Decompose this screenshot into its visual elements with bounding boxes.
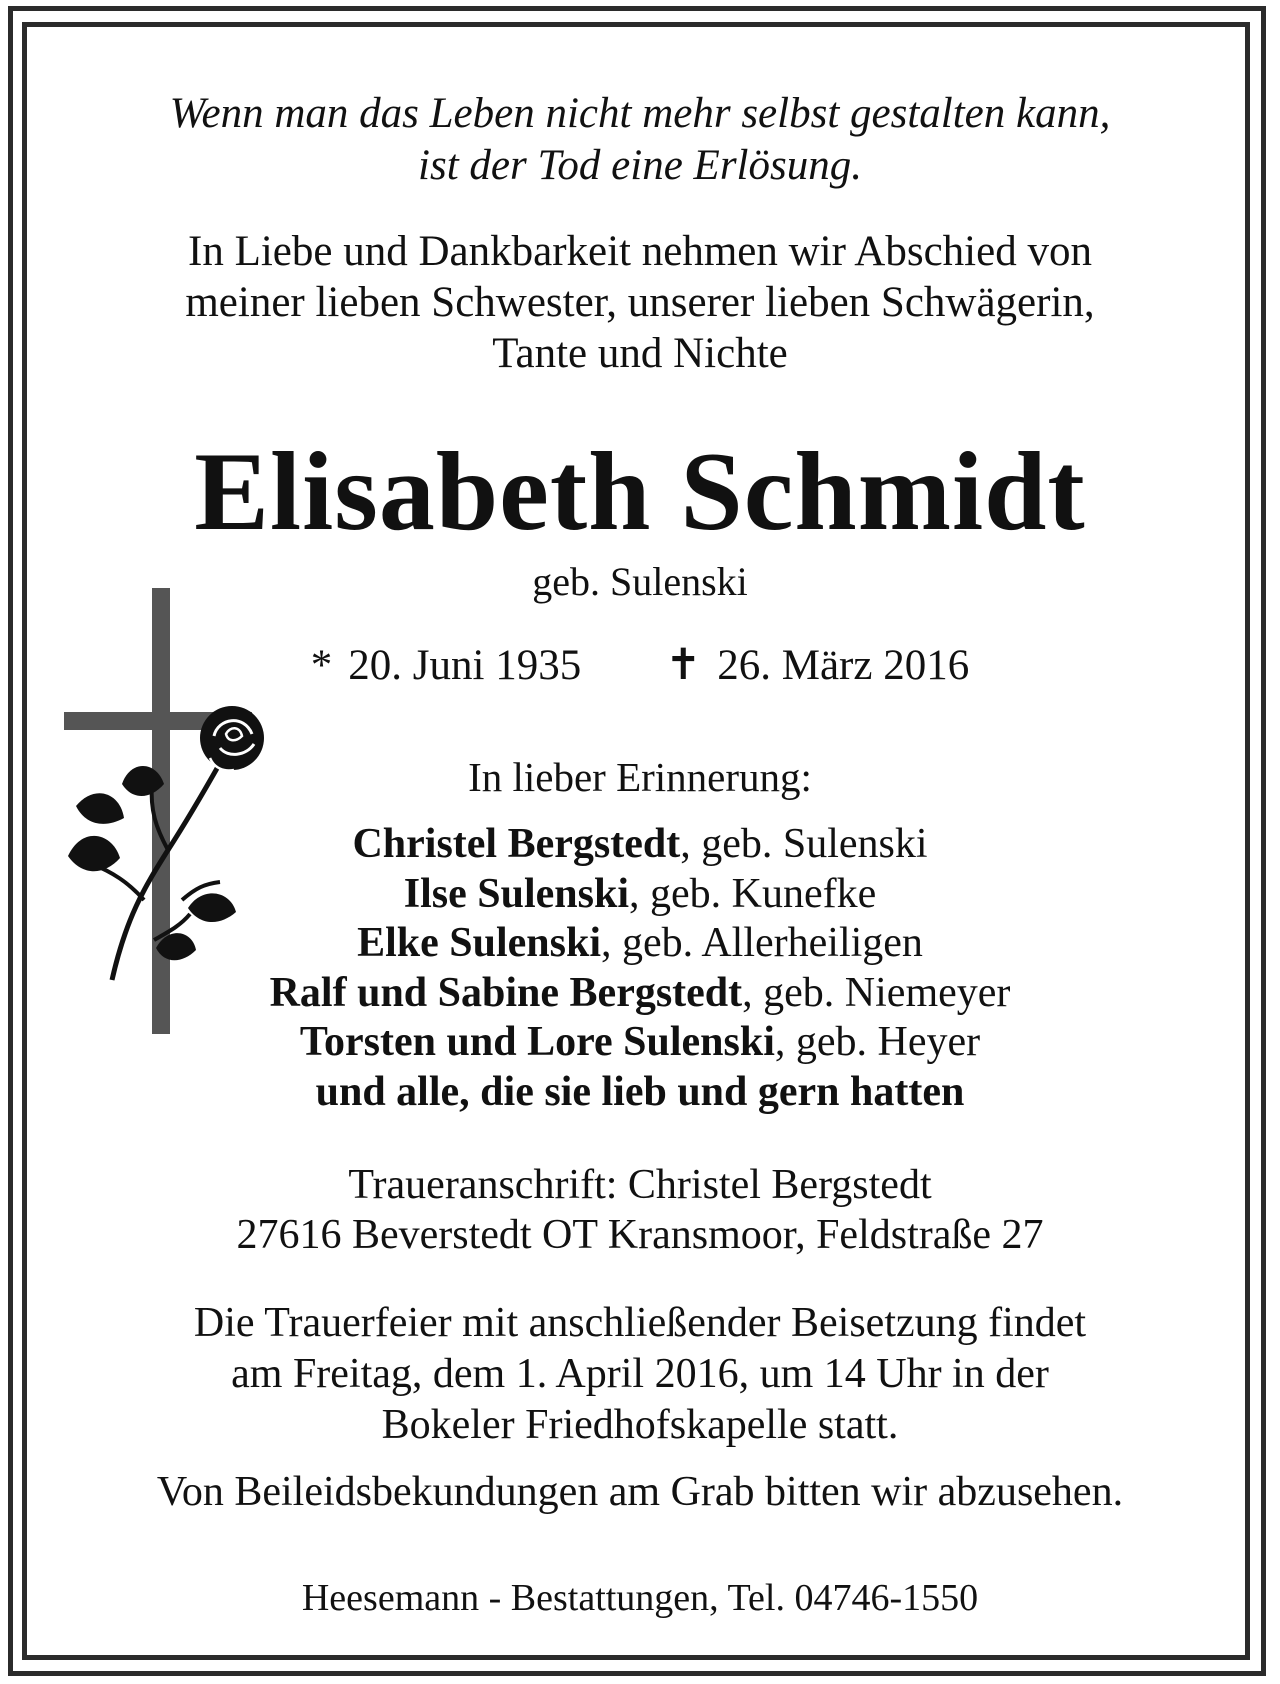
motto-line: Wenn man das Leben nicht mehr selbst gestalten kann, <box>169 90 1111 137</box>
memory-heading: In lieber Erinnerung: <box>468 754 812 800</box>
ceremony-line: Bokeler Friedhofskapelle statt. <box>381 1402 899 1448</box>
address-line: Traueranschrift: Christel Bergstedt <box>348 1162 932 1208</box>
intro-line: In Liebe und Dankbarkeit nehmen wir Abschied von <box>188 228 1092 275</box>
undertaker-contact: Heesemann - Bestattungen, Tel. 04746-1550 <box>301 1577 979 1619</box>
intro-line: Tante und Nichte <box>492 330 788 377</box>
birth-date: 20. Juni 1935 <box>348 642 582 689</box>
condolence-notice: Von Beileidsbekundungen am Grab bitten wir abzusehen. <box>156 1469 1124 1515</box>
intro-text <box>40 226 1240 379</box>
motto-quote <box>40 88 1240 192</box>
life-dates <box>40 640 1240 692</box>
address-line: 27616 Beverstedt OT Kransmoor, Feldstraße 27 <box>236 1212 1044 1258</box>
mourning-address <box>40 1160 1240 1260</box>
death-cross-icon: ✝ <box>665 642 702 689</box>
family-member: Ilse Sulenski, geb. Kunefke <box>403 870 877 917</box>
family-list <box>40 820 1240 1118</box>
family-member: Ralf und Sabine Bergstedt, geb. Niemeyer <box>269 969 1011 1016</box>
maiden-name: geb. Sulenski <box>532 559 748 604</box>
deceased-name: Elisabeth Schmidt <box>194 430 1086 554</box>
ceremony-line: Die Trauerfeier mit anschließender Beisetzung findet <box>193 1300 1087 1346</box>
ceremony-info <box>40 1298 1240 1451</box>
family-member: Elke Sulenski, geb. Allerheiligen <box>357 920 923 967</box>
family-member: Torsten und Lore Sulenski, geb. Heyer <box>299 1019 981 1066</box>
family-member: Christel Bergstedt, geb. Sulenski <box>352 821 928 867</box>
death-date: 26. März 2016 <box>717 642 970 689</box>
ceremony-line: am Freitag, dem 1. April 2016, um 14 Uhr in der <box>231 1351 1049 1397</box>
family-closing: und alle, die sie lieb und gern hatten <box>315 1068 965 1115</box>
intro-line: meiner lieben Schwester, unserer lieben Schwägerin, <box>185 279 1095 326</box>
motto-line: ist der Tod eine Erlösung. <box>418 142 862 189</box>
birth-star-icon: * <box>310 642 333 689</box>
